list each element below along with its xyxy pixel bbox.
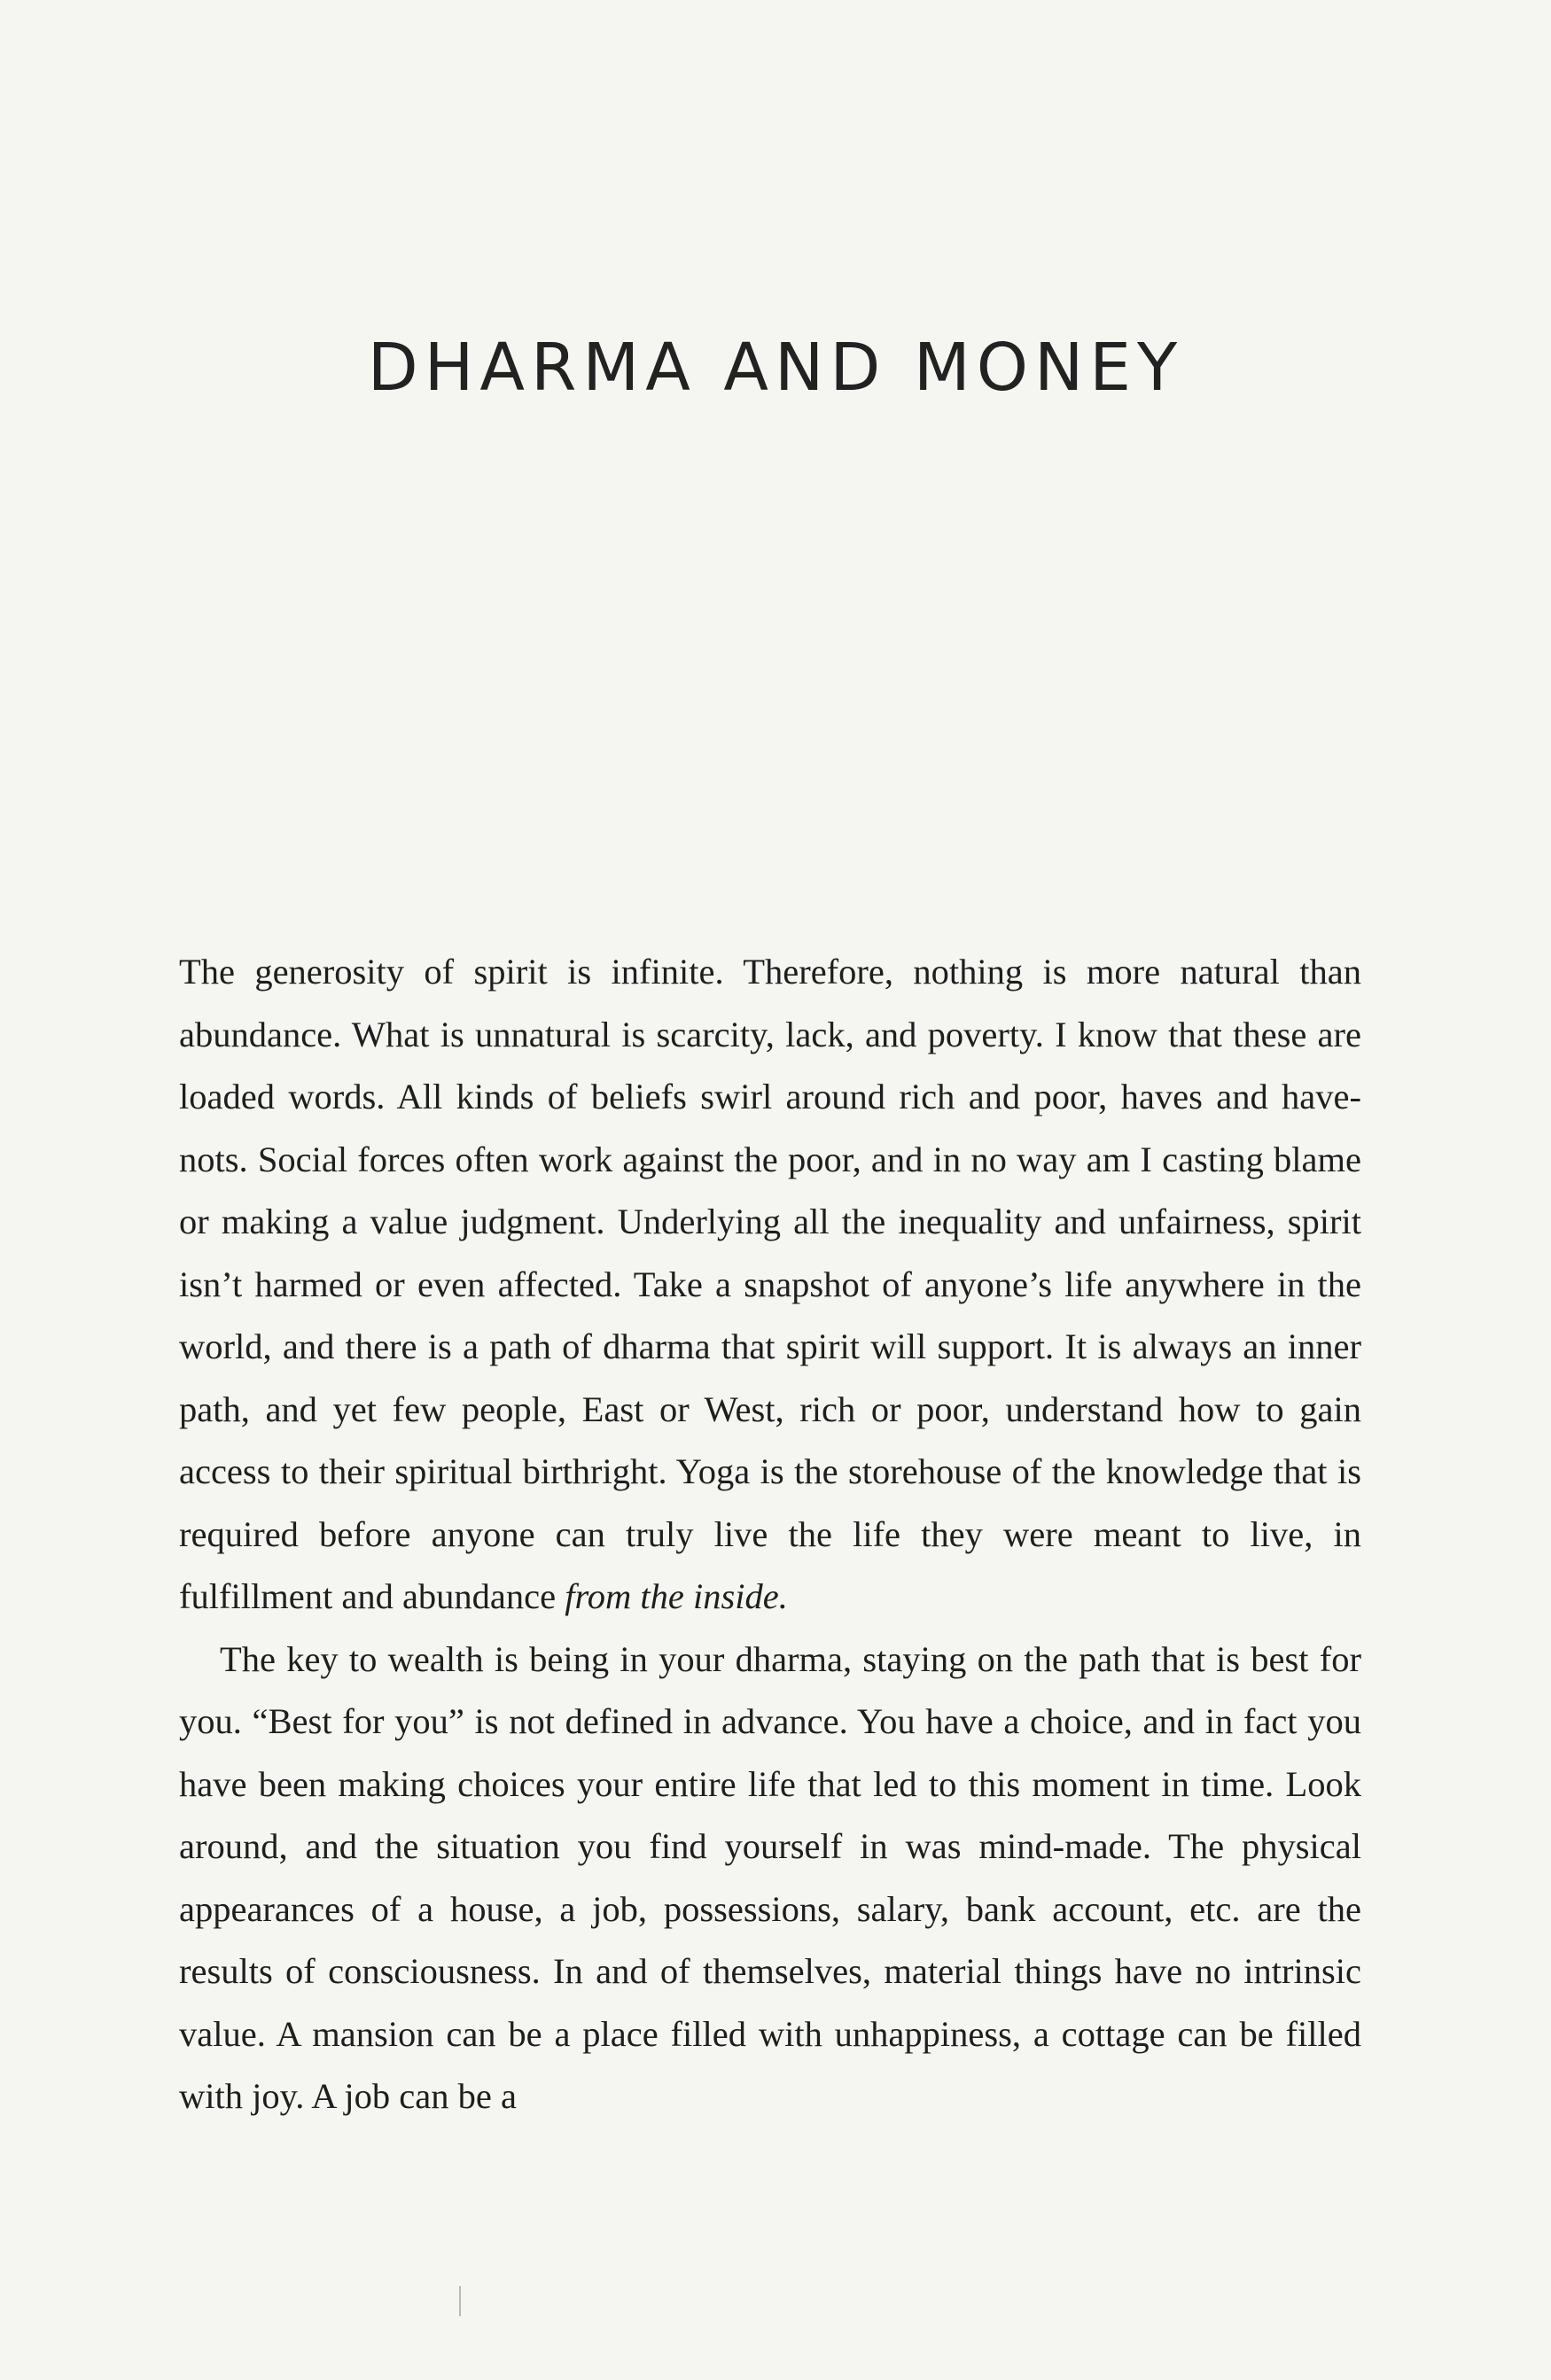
paragraph-1-text: The generosity of spirit is infinite. Therefore, nothing is more natural than abundance. What is unnatural is scarcity, lack, and poverty. I know that these are loaded words. All kinds of beliefs swirl around rich and poor, haves and have-nots. Social forces often work against the poor, and in no way am I casting blame or making a value judgment. Underlying all the inequality and unfairness, spirit isn’t harmed or even affected. Take a snapshot of anyone’s life anywhere in the world, and there is a path of dharma that spirit will support. It is always an inner path, and yet few people, East or West, rich or poor, understand how to gain access to their spiritual birthright. Yoga is the storehouse of the knowledge that is required before anyone can truly live the life they were meant to live, in fulfillment and abundance xyxy=(179,952,1361,1616)
paragraph-2-text: The key to wealth is being in your dharma, staying on the path that is best for you. “Best for you” is not defined in advance. You have a choice, and in fact you have been making choices your entire life that led to this moment in time. Look around, and the situation you find yourself in was mind-made. The physical appearances of a house, a job, possessions, salary, bank account, etc. are the results of consciousness. In and of themselves, material things have no intrinsic value. A mansion can be a place filled with unhappiness, a cottage can be filled with joy. A job can be a xyxy=(179,1638,1361,2116)
paragraph-2 xyxy=(179,1629,1361,2128)
paragraph-1 xyxy=(179,941,1361,1629)
paragraph-1-emphasis: from the inside. xyxy=(565,1576,788,1616)
scan-mark xyxy=(459,2286,461,2316)
chapter-title: DHARMA AND MONEY xyxy=(367,330,1184,406)
chapter-body xyxy=(179,941,1361,2128)
